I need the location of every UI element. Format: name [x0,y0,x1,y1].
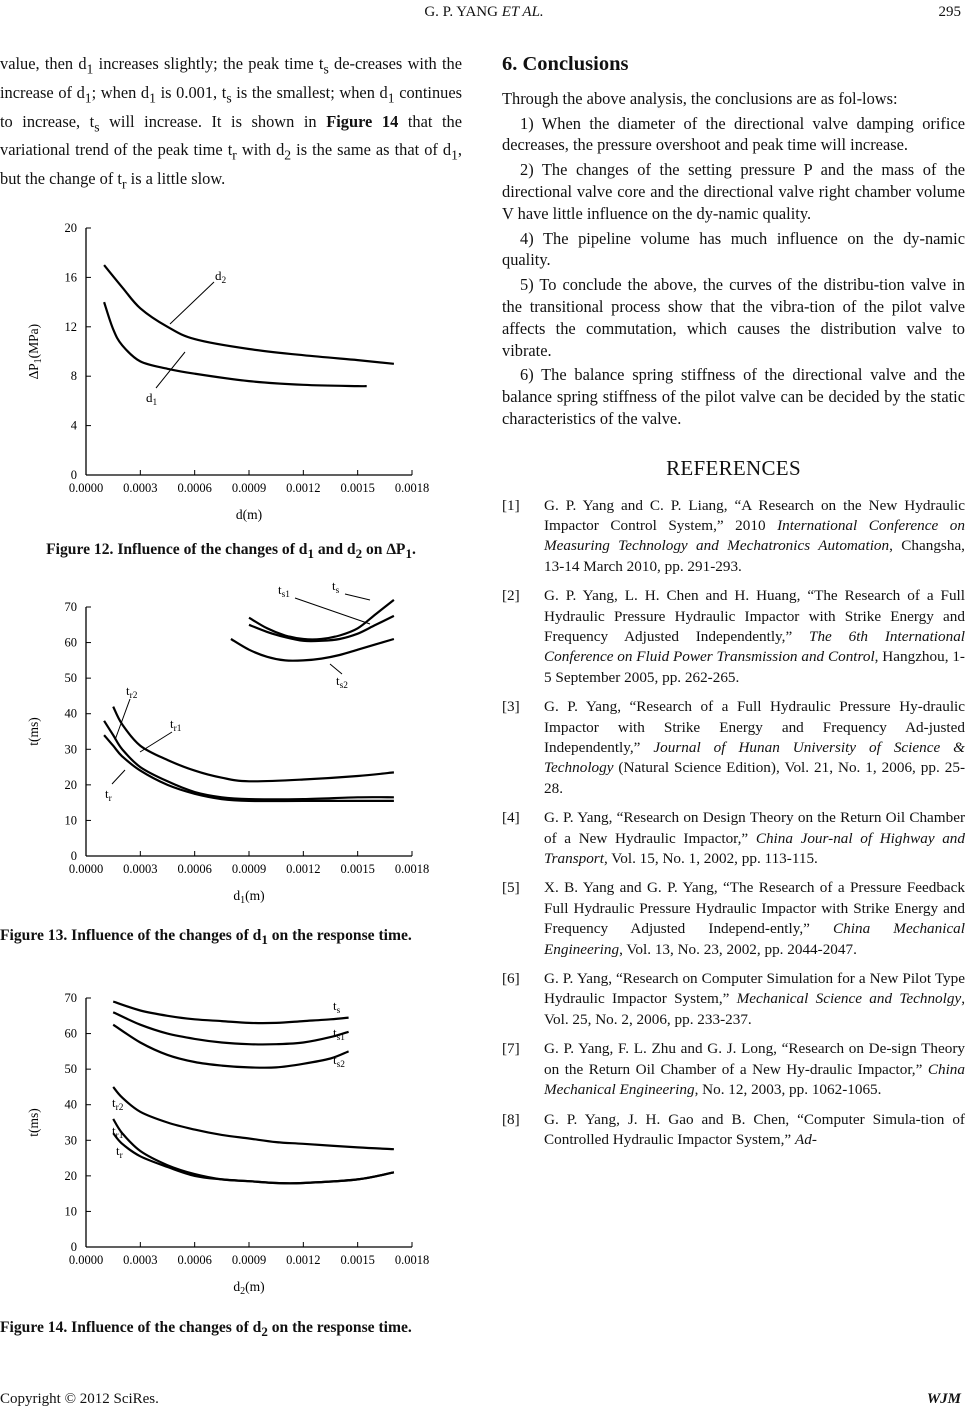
series-line-ts2 [113,1025,348,1068]
conclusion-item: 5) To conclude the above, the curves of the distribu-tion valve in the transitional process show that the vibra-tion of the pilot valve affects the commutation, which causes the distribution valve to vibrate. [502,275,965,360]
conclusion-item: 1) When the diameter of the directional valve damping orifice decreases, the pressure overshoot and peak time will increase. [502,113,965,155]
conclusion-item: 4) The pipeline volume has much influence on the dy-namic quality. [502,228,965,270]
y-tick-label: 20 [64,221,77,235]
figure-14-chart [0,980,462,1310]
x-tick-label: 0.0015 [340,481,375,495]
conclusion-item: 2) The changes of the setting pressure P and the mass of the directional valve core and the directional valve right chamber volume V have little influence on the dy-namic quality. [502,160,965,223]
x-tick-label: 0.0006 [177,862,212,876]
y-tick-label: 20 [64,777,77,792]
label-leader-tr [112,770,125,784]
y-tick-label: 40 [64,706,77,721]
x-axis-title: $d_1(m)$ [233,888,265,906]
label-leader-ts1 [295,598,370,624]
series-line-tr [113,1133,394,1183]
y-tick-label: 30 [64,1133,77,1148]
reference-item: [2] G. P. Yang, L. H. Chen and H. Huang, “The Research of a Full Hydraulic Pressure Hydraulic Impactor with Strike Energy and Frequency Adjusted Independently,” The 6th International Conference on Fluid Power Transmission and Control, Hangzhou, 1-5 September 2005, pp. 262-265. [502,587,966,686]
x-axis-title: $d_2(m)$ [233,1279,265,1297]
y-tick-label: 60 [64,1026,77,1041]
x-tick-label: 0.0015 [340,1253,375,1267]
y-tick-label: 70 [64,991,77,1005]
y-tick-label: 50 [64,671,77,686]
series-label-ts2: $t_{s2}$ [336,673,348,691]
x-tick-label: 0.0000 [68,862,104,876]
figure-13-chart [0,572,462,912]
y-tick-label: 60 [64,635,77,650]
series-label-ts2: $t_{s2}$ [333,1052,345,1070]
figure-12-caption: Figure 12. Influence of the changes of $d_1$ and $d_2$ on $\Delta P_1$. [46,541,416,562]
figure-13-caption: Figure 13. Influence of the changes of $d_1$ on the response time. [0,927,412,948]
reference-item: [3] G. P. Yang, “Research of a Full Hydraulic Pressure Hy-draulic Impactor with Strike Energy and Frequency Ad-justed Independently,” Journal of Hunan University of Science & Technology (Natural Science Edition), Vol. 21, No. 1, 2006, pp. 25-28. [502,698,965,797]
series-label-tr1: $t_{r1}$ [112,1123,124,1141]
y-tick-label: 50 [64,1062,77,1077]
x-axis-title: d(m) [235,507,263,522]
reference-item: [6] G. P. Yang, “Research on Computer Simulation for a New Pilot Type Hydraulic Impactor System,” Mechanical Science and Technolgy, Vol. 25, No. 2, 2006, pp. 233-237. [502,970,965,1028]
y-axis-title: $\Delta P_1(MPa)$ [26,323,44,380]
label-leader-d1 [156,352,185,388]
series-line-tr2 [113,707,394,782]
y-axis-title: t(ms) [26,1108,41,1137]
conclusions-title: 6. Conclusions [502,53,629,75]
y-tick-label: 30 [64,742,77,757]
series-line-tr [104,735,394,801]
series-label-ts1: $t_{s1}$ [278,582,290,600]
y-tick-label: 8 [70,369,77,384]
y-tick-label: 4 [70,418,77,433]
series-label-ts1: $t_{s1}$ [333,1025,345,1043]
x-tick-label: 0.0000 [68,1253,104,1267]
x-tick-label: 0.0009 [231,481,267,495]
x-tick-label: 0.0003 [123,1253,158,1267]
series-label-d2: $d_2$ [215,268,227,286]
x-tick-label: 0.0003 [123,862,158,876]
series-line-d1 [104,302,367,386]
series-line-tr1 [113,1119,394,1183]
series-line-tr1 [104,721,394,800]
reference-list [502,496,965,1151]
x-tick-label: 0.0003 [123,481,158,495]
y-axis-title: t(ms) [26,717,41,746]
series-label-tr2: $t_{r2}$ [126,683,138,701]
running-title [0,4,968,21]
series-label-tr: $t_r$ [116,1143,123,1161]
page-footer [0,1385,968,1415]
reference-item: [5] X. B. Yang and G. P. Yang, “The Research of a Pressure Feedback Full Hydraulic Pressure Hydraulic Impactor with Strike Energy and Frequency Adjusted Independ-ently,” China Mechanical Engineering, Vol. 13, No. 23, 2002, pp. 2044-2047. [502,879,965,958]
running-title-etal: ET AL. [501,4,544,20]
x-tick-label: 0.0009 [231,1253,267,1267]
reference-item: [4] G. P. Yang, “Research on Design Theory on the Return Oil Chamber of a New Hydraulic Impactor,” China Jour-nal of Highway and Transport, Vol. 15, No. 1, 2002, pp. 113-115. [502,809,965,868]
x-tick-label: 0.0018 [394,862,430,876]
running-title-authors: G. P. YANG [424,4,502,20]
x-tick-label: 0.0018 [394,481,430,495]
y-tick-label: 0 [70,468,77,482]
left-paragraph: value, then $d_1$ increases slightly; the peak time $t_s$ de-creases with the increase of $d_1$; when $d_1$ is 0.001, $t_s$ is the smallest; when $d_1$ continues to increase, $t_s$ will increase. It is shown in Figure 14 that the variational trend of the peak time $t_r$ with $d_2$ is the same as that of $d_1$, but the change of $t_r$ is a little slow. [0,54,463,192]
y-tick-label: 40 [64,1097,77,1112]
x-tick-label: 0.0015 [340,862,375,876]
series-line-ts1 [249,616,394,641]
x-tick-label: 0.0012 [286,481,321,495]
reference-item: [7] G. P. Yang, F. L. Zhu and G. J. Long, “Research on De-sign Theory on the Return Oil Chamber of a New Hy-draulic Impactor,” China Mechanical Engineering, No. 12, 2003, pp. 1062-1065. [502,1040,965,1099]
y-tick-label: 70 [64,600,77,614]
journal-abbrev: WJM [926,1391,961,1407]
series-label-ts: $t_s$ [332,578,340,596]
series-label-tr: $t_r$ [105,786,112,804]
references-title: REFERENCES [666,455,801,480]
conclusion-item: 6) The balance spring stiffness of the directional valve and the balance spring stiffness of the pilot valve can be decided by the static characteristics of the valve. [502,365,965,428]
x-tick-label: 0.0012 [286,862,321,876]
x-tick-label: 0.0012 [286,1253,321,1267]
reference-item: [1] G. P. Yang and C. P. Liang, “A Research on the New Hydraulic Impactor Control System,” 2010 International Conference on Measuring Technology and Mechatronics Automation, Changsha, 13-14 March 2010, pp. 291-293. [502,496,965,575]
series-line-tr2 [113,1087,394,1149]
x-tick-label: 0.0009 [231,862,267,876]
y-tick-label: 12 [64,319,77,334]
y-tick-label: 20 [64,1168,77,1183]
y-tick-label: 16 [64,270,77,285]
label-leader-ts [345,594,370,600]
y-tick-label: 0 [70,1240,77,1254]
label-leader-tr1 [140,732,172,752]
label-leader-d2 [170,282,214,324]
page-header [0,0,968,30]
conclusions-intro: Through the above analysis, the conclusions are as fol-lows: [502,88,898,108]
y-tick-label: 10 [64,1204,77,1219]
figure-14-caption: Figure 14. Influence of the changes of $d_2$ on the response time. [0,1319,412,1340]
reference-item: [8] G. P. Yang, J. H. Gao and B. Chen, “Computer Simula-tion of Controlled Hydraulic Impactor System,” Ad- [502,1110,965,1148]
series-line-ts2 [231,639,394,661]
series-label-ts: $t_s$ [333,998,341,1016]
series-label-d1: $d_1$ [146,390,158,408]
page-number: 295 [938,4,961,20]
series-line-d2 [104,265,394,364]
series-label-tr2: $t_{r2}$ [112,1095,124,1113]
y-tick-label: 10 [64,813,77,828]
left-column [0,52,462,196]
label-leader-tr2 [115,699,130,740]
figure-12-chart [0,212,462,532]
x-tick-label: 0.0006 [177,481,212,495]
series-line-ts1 [113,1012,348,1044]
series-line-ts [113,1002,348,1024]
y-tick-label: 0 [70,849,77,863]
copyright-notice: Copyright © 2012 SciRes. [0,1391,159,1407]
right-column [502,52,965,1159]
x-tick-label: 0.0000 [68,481,104,495]
series-label-tr1: $t_{r1}$ [170,716,182,734]
x-tick-label: 0.0018 [394,1253,430,1267]
x-tick-label: 0.0006 [177,1253,212,1267]
